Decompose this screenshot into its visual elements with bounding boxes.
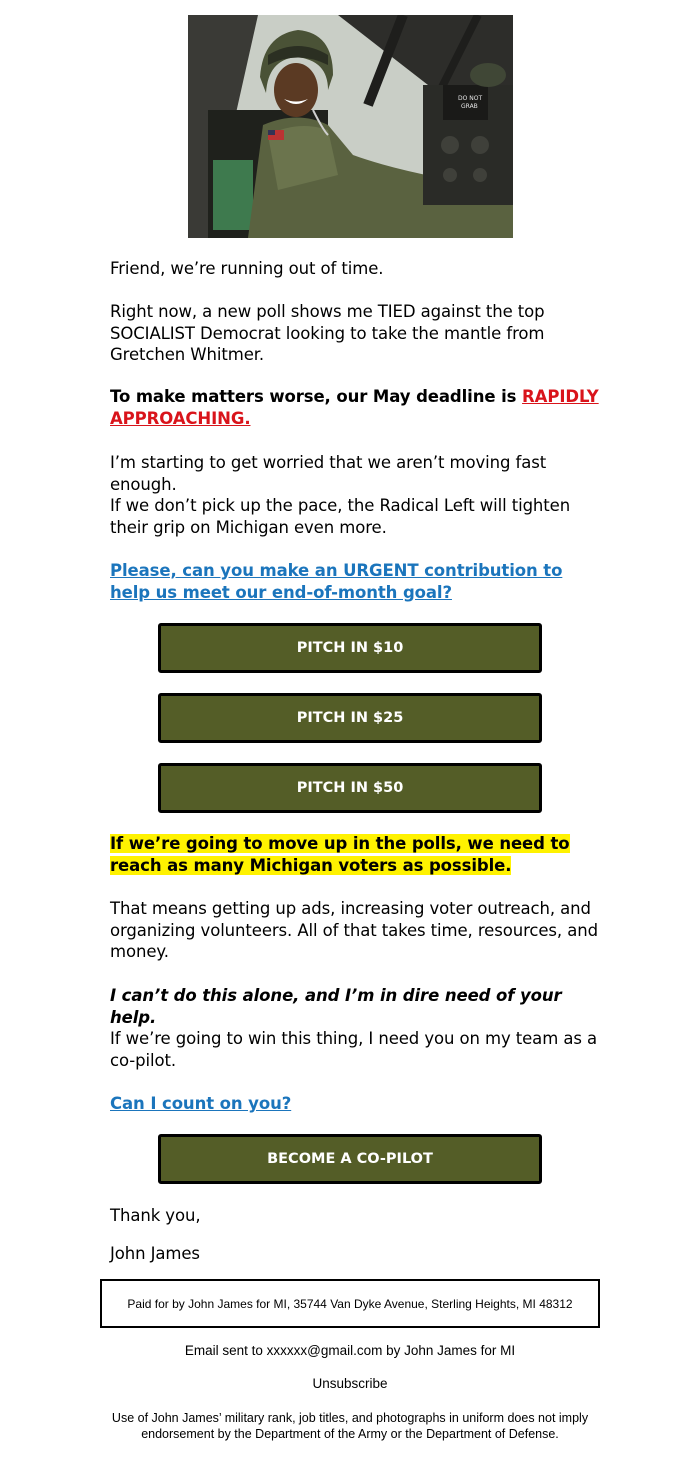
urgent-contribution-link[interactable]: Please, can you make an URGENT contribution to help us meet our end-of-month goal? xyxy=(110,561,563,602)
pace-paragraph: If we don’t pick up the pace, the Radical Left will tighten their grip on Michigan even more. xyxy=(110,496,571,537)
deadline-text: To make matters worse, our May deadline is xyxy=(110,387,523,406)
highlighted-text: If we’re going to move up in the polls, we need to reach as many Michigan voters as possible. xyxy=(110,834,570,875)
signature-text: John James xyxy=(110,1244,200,1263)
pitch-in-25-button[interactable]: PITCH IN $25 xyxy=(158,693,542,743)
paid-for-text: Paid for by John James for MI, 35744 Van Dyke Avenue, Sterling Heights, MI 48312 xyxy=(127,1296,573,1311)
thanks-text: Thank you, xyxy=(110,1206,201,1225)
copilot-paragraph: If we’re going to win this thing, I need you on my team as a co-pilot. xyxy=(110,1029,597,1070)
rapidly-approaching-link[interactable]: RAPIDLY APPROACHING. xyxy=(110,387,599,428)
unsubscribe-link[interactable]: Unsubscribe xyxy=(312,1376,388,1391)
panel-label-line1: DO NOT xyxy=(458,95,483,102)
deadline-paragraph xyxy=(110,386,600,429)
urgent-paragraph xyxy=(110,560,600,603)
alone-paragraph: I can’t do this alone, and I’m in dire need of your help. xyxy=(110,986,562,1027)
highlight-paragraph xyxy=(110,833,600,876)
greeting-text: Friend, we’re running out of time. xyxy=(110,259,384,278)
poll-paragraph: Right now, a new poll shows me TIED against the top SOCIALIST Democrat looking to take the mantle from Gretchen Whitmer. xyxy=(110,302,545,364)
become-copilot-button[interactable]: BECOME A CO-PILOT xyxy=(158,1134,542,1184)
pilot-cockpit-image xyxy=(188,15,513,238)
pitch-in-10-button[interactable]: PITCH IN $10 xyxy=(158,623,542,673)
means-paragraph: That means getting up ads, increasing voter outreach, and organizing volunteers. All of that takes time, resources, and money. xyxy=(110,899,598,961)
panel-label-line2: GRAB xyxy=(461,103,478,110)
count-on-you-link[interactable]: Can I count on you? xyxy=(110,1094,292,1113)
email-sent-to-text: Email sent to xxxxxx@gmail.com by John James for MI xyxy=(184,1343,516,1358)
paid-for-box xyxy=(100,1279,600,1328)
disclaimer-text: Use of John James’ military rank, job titles, and photographs in uniform does not imply endorsement by the Department of the Army or the Department of Defense. xyxy=(111,1411,589,1441)
pitch-in-50-button[interactable]: PITCH IN $50 xyxy=(158,763,542,813)
worried-paragraph: I’m starting to get worried that we aren’t moving fast enough. xyxy=(110,453,547,494)
hero-photo xyxy=(188,15,513,238)
count-paragraph xyxy=(110,1093,600,1115)
